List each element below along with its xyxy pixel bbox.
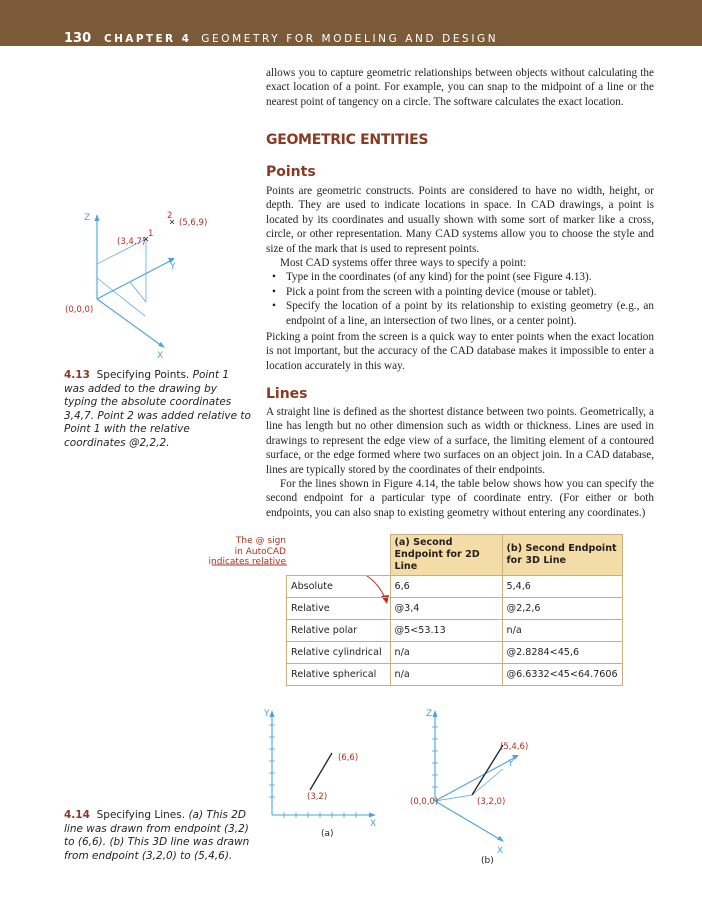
axis-z-label: Z bbox=[84, 213, 91, 223]
row-type: Relative bbox=[287, 598, 391, 620]
points-para-2: Most CAD systems offer three ways to specify a point: bbox=[280, 257, 527, 270]
row-value-a: n/a bbox=[390, 642, 502, 664]
row-value-b: @2,2,6 bbox=[502, 598, 622, 620]
axis-x-label: X bbox=[370, 819, 377, 829]
point-2-number: 2 bbox=[167, 211, 173, 221]
axis-x-label: X bbox=[497, 846, 504, 856]
x-axis-arrow bbox=[158, 342, 165, 348]
note-line: indicates relative bbox=[208, 557, 286, 567]
y-axis-line bbox=[97, 260, 172, 299]
table-row bbox=[287, 642, 623, 664]
caption-number: 4.14 bbox=[64, 809, 90, 821]
caption-text: (a) This 2D line was drawn from endpoint (3,2) to (6,6). (b) This 3D line was drawn from endpoint (3,2,0) to (5,4,6). bbox=[64, 809, 250, 862]
row-type: Absolute bbox=[287, 576, 391, 598]
row-value-a: n/a bbox=[390, 664, 502, 686]
y-axis-line bbox=[435, 757, 516, 801]
subfigure-a-label: (a) bbox=[321, 829, 334, 839]
figure-4-13 bbox=[60, 206, 260, 366]
lines-heading: Lines bbox=[266, 386, 308, 402]
table-header-blank bbox=[287, 535, 391, 576]
table-row bbox=[287, 598, 623, 620]
points-para-3: Picking a point from the screen is a quick way to enter points when the exact location is not important, but the accuracy of the CAD database makes it impossible to enter a location accurately in this way. bbox=[266, 331, 654, 372]
note-line: in AutoCAD bbox=[234, 546, 286, 557]
figure-4-14-caption bbox=[64, 809, 252, 863]
x-axis-arrow bbox=[497, 836, 504, 842]
axis-y-label: Y bbox=[264, 709, 270, 719]
origin-label: (0,0,0) bbox=[410, 797, 439, 807]
note-line: The @ sign bbox=[235, 536, 286, 546]
page-number: 130 bbox=[64, 31, 92, 46]
table-row bbox=[287, 576, 623, 598]
bullet-item: • Pick a point from the screen with a pointing device (mouse or tablet). bbox=[266, 285, 654, 299]
column-header-a: (a) Second Endpoint for 2D Line bbox=[390, 535, 502, 576]
lines-para-2: For the lines shown in Figure 4.14, the table below shows how you can specify the second endpoint for a particular type of coordinate entry. (For either or both endpoints, you can also snap to existing geometry without entering any coordinates.) bbox=[266, 478, 654, 519]
start-point-label: (3,2,0) bbox=[477, 797, 506, 807]
intro-block bbox=[266, 66, 654, 109]
z-axis-arrow bbox=[95, 214, 100, 221]
grid-line bbox=[130, 282, 146, 302]
chapter-title: GEOMETRY FOR MODELING AND DESIGN bbox=[201, 33, 499, 45]
row-value-b: @2.8284<45,6 bbox=[502, 642, 622, 664]
tick-marks bbox=[269, 725, 359, 818]
points-heading: Points bbox=[266, 164, 316, 180]
caption-label: Specifying Lines. bbox=[96, 809, 186, 821]
table-row bbox=[287, 620, 623, 642]
axis-y-label: Y bbox=[508, 759, 514, 769]
caption-label: Specifying Points. bbox=[96, 369, 190, 381]
start-point-label: (3,2) bbox=[307, 792, 328, 802]
section-title: GEOMETRIC ENTITIES bbox=[266, 132, 429, 148]
row-value-b: @6.6332<45<64.7606 bbox=[502, 664, 622, 686]
lines-body bbox=[266, 405, 654, 520]
row-type: Relative cylindrical bbox=[287, 642, 391, 664]
drawn-line-2d bbox=[310, 753, 332, 790]
row-value-a: @5<53.13 bbox=[390, 620, 502, 642]
figure-4-14-a bbox=[260, 700, 390, 840]
chapter-label: CHAPTER 4 bbox=[104, 33, 192, 45]
axis-y-label: Y bbox=[170, 262, 176, 272]
point-1-number: 1 bbox=[148, 229, 154, 239]
table-row bbox=[287, 664, 623, 686]
intro-paragraph: allows you to capture geometric relationships between objects without calculating the exact location of a point. For example, you can snap to the midpoint of a line or the nearest point of tangency on a circle. The software calculates the exact location. bbox=[266, 67, 654, 108]
end-point-label: (6,6) bbox=[338, 753, 359, 763]
origin-label: (0,0,0) bbox=[65, 305, 94, 315]
x-axis-line bbox=[97, 299, 162, 346]
axis-x-label: X bbox=[157, 351, 164, 361]
point-1-label: (3,4,7) bbox=[117, 237, 146, 247]
table-header-row bbox=[287, 535, 623, 576]
bullet-item: • Type in the coordinates (of any kind) for the point (see Figure 4.13). bbox=[266, 270, 654, 284]
grid-line bbox=[97, 278, 145, 316]
subfigure-b-label: (b) bbox=[481, 856, 494, 866]
z-axis-arrow bbox=[433, 710, 438, 717]
chapter-heading bbox=[104, 33, 498, 45]
points-body bbox=[266, 184, 654, 373]
points-para-1: Points are geometric constructs. Points are considered to have no width, height, or depth. They are used to indicate locations in space. In CAD drawings, a point is located by its coordinates and usually shown with some sort of marker like a cross, circle, or other representation. Many CAD systems allow you to choose the style and size of the mark that is used to represent points. bbox=[266, 185, 654, 255]
row-value-b: 5,4,6 bbox=[502, 576, 622, 598]
row-value-a: @3,4 bbox=[390, 598, 502, 620]
y-axis-arrow bbox=[270, 710, 275, 717]
caption-text: Point 1 was added to the drawing by typing the absolute coordinates 3,4,7. Point 2 was added relative to Point 1 with the relative coordinates @2,2,2. bbox=[64, 369, 251, 449]
axis-z-label: Z bbox=[426, 709, 433, 719]
caption-number: 4.13 bbox=[64, 369, 90, 381]
column-header-b: (b) Second Endpoint for 3D Line bbox=[502, 535, 622, 576]
coordinate-entry-table bbox=[286, 534, 623, 686]
figure-4-13-caption bbox=[64, 369, 252, 451]
end-point-label: (5,4,6) bbox=[500, 742, 529, 752]
figure-4-14-b bbox=[408, 700, 538, 870]
row-type: Relative polar bbox=[287, 620, 391, 642]
bullet-item: • Specify the location of a point by its relationship to existing geometry (e.g., an endpoint of a line, an intersection of two lines, or a center point). bbox=[266, 299, 654, 328]
row-type: Relative spherical bbox=[287, 664, 391, 686]
x-axis-arrow bbox=[369, 813, 376, 818]
lines-para-1: A straight line is defined as the shortest distance between two points. Geometrically, a line has length but no other dimension such as width or thickness. Lines are used in drawings to represent the edge view of a surface, the limiting element of a contoured surface, or the edge formed where two surfaces on an object join. In a CAD database, lines are typically stored by the coordinates of their endpoints. bbox=[266, 406, 654, 476]
points-bullet-list bbox=[266, 270, 654, 328]
point-2-label: (5,6,9) bbox=[179, 218, 208, 228]
row-value-a: 6,6 bbox=[390, 576, 502, 598]
row-value-b: n/a bbox=[502, 620, 622, 642]
drawn-line-3d bbox=[472, 745, 503, 795]
page-header bbox=[0, 0, 702, 46]
